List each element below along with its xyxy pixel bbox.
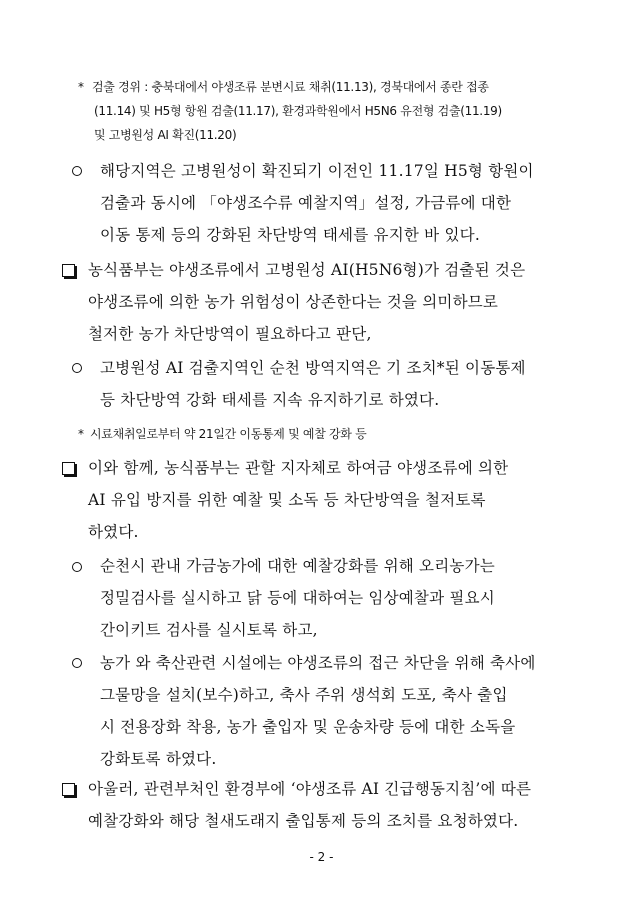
footnote-marker: * bbox=[78, 80, 84, 94]
note-line: 시료채취일로부터 약 21일간 이동통제 및 예찰 강화 등 bbox=[90, 427, 367, 441]
footnote-sampling-period bbox=[78, 422, 598, 446]
circle-item-facility-measures bbox=[100, 647, 536, 775]
item-line: 아울러, 관련부처인 환경부에 ‘야생조류 AI 긴급행동지침’에 따른 bbox=[88, 780, 532, 798]
footnote-marker: * bbox=[78, 427, 84, 441]
item-line: 이동 통제 등의 강화된 차단방역 태세를 유지한 바 있다. bbox=[100, 226, 480, 244]
item-line: 철저한 농가 차단방역이 필요하다고 판단, bbox=[88, 325, 372, 343]
square-item-ministry-judgement bbox=[88, 254, 525, 350]
note-line: 및 고병원성 AI 확진(11.20) bbox=[94, 128, 237, 142]
circle-bullet-icon bbox=[72, 562, 82, 572]
square-item-local-government bbox=[88, 452, 508, 548]
item-line: 해당지역은 고병원성이 확진되기 이전인 11.17일 H5형 항원이 bbox=[100, 162, 534, 180]
item-line: 그물망을 설치(보수)하고, 축사 주위 생석회 도포, 축사 출입 bbox=[100, 686, 508, 704]
circle-item-region-status bbox=[100, 155, 534, 251]
item-line: 고병원성 AI 검출지역인 순천 방역지역은 기 조치*된 이동통제 bbox=[100, 359, 526, 377]
item-line: 정밀검사를 실시하고 닭 등에 대하여는 임상예찰과 필요시 bbox=[100, 589, 495, 607]
item-line: 강화토록 하였다. bbox=[100, 750, 217, 768]
square-bullet-icon bbox=[62, 783, 75, 796]
item-line: 이와 함께, 농식품부는 관할 지자체로 하여금 야생조류에 의한 bbox=[88, 459, 509, 477]
square-item-environment-ministry bbox=[88, 773, 531, 837]
circle-bullet-icon bbox=[72, 658, 82, 668]
item-line: AI 유입 방지를 위한 예찰 및 소독 등 차단방역을 철저토록 bbox=[88, 491, 486, 509]
item-line: 등 차단방역 강화 태세를 지속 유지하기로 하였다. bbox=[100, 391, 440, 409]
note-line: (11.14) 및 H5형 항원 검출(11.17), 환경과학원에서 H5N6 유전형 검출(11.19) bbox=[94, 104, 502, 118]
circle-item-suncheon-quarantine bbox=[100, 352, 526, 416]
item-line: 농가 와 축산관련 시설에는 야생조류의 접근 차단을 위해 축사에 bbox=[100, 654, 536, 672]
item-line: 야생조류에 의한 농가 위험성이 상존한다는 것을 의미하므로 bbox=[88, 293, 499, 311]
page-number: - 2 - bbox=[309, 850, 334, 864]
square-bullet-icon bbox=[62, 462, 75, 475]
footnote-detection-history bbox=[78, 75, 598, 147]
circle-item-farm-inspection bbox=[100, 550, 495, 646]
item-line: 간이키트 검사를 실시토록 하고, bbox=[100, 621, 318, 639]
note-line: 검출 경위 : 충북대에서 야생조류 분변시료 채취(11.13), 경북대에서 종란 접종 bbox=[92, 80, 489, 94]
item-line: 순천시 관내 가금농가에 대한 예찰강화를 위해 오리농가는 bbox=[100, 557, 495, 575]
item-line: 예찰강화와 해당 철새도래지 출입통제 등의 조치를 요청하였다. bbox=[88, 812, 519, 830]
item-line: 농식품부는 야생조류에서 고병원성 AI(H5N6형)가 검출된 것은 bbox=[88, 261, 526, 279]
circle-bullet-icon bbox=[72, 363, 82, 373]
circle-bullet-icon bbox=[72, 166, 82, 176]
item-line: 검출과 동시에 「야생조수류 예찰지역」설정, 가금류에 대한 bbox=[100, 194, 512, 212]
square-bullet-icon bbox=[62, 264, 75, 277]
item-line: 시 전용장화 착용, 농가 출입자 및 운송차량 등에 대한 소독을 bbox=[100, 718, 516, 736]
item-line: 하였다. bbox=[88, 523, 139, 541]
